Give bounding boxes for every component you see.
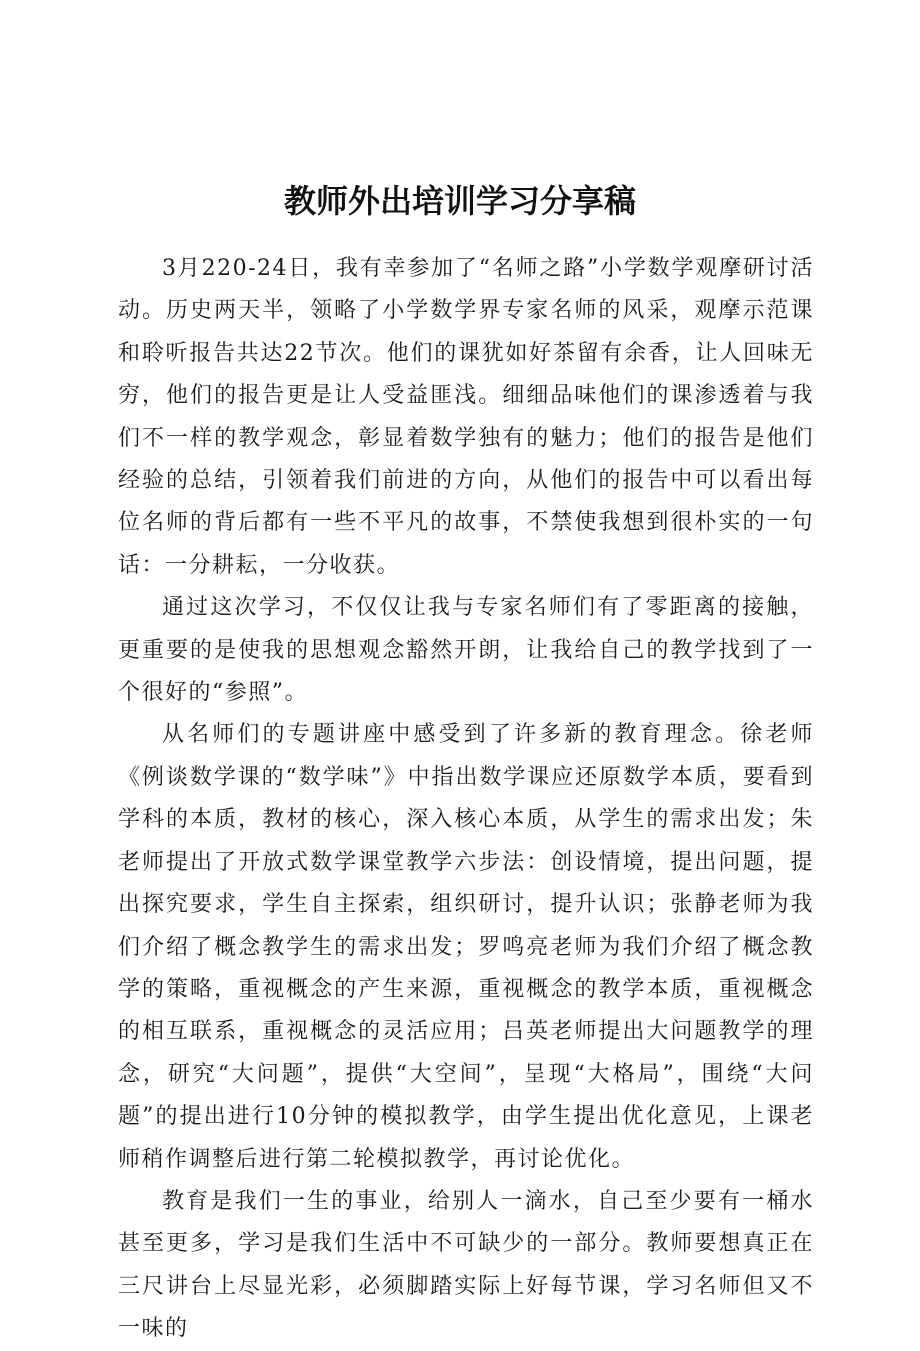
- paragraph-1: 3月220-24日，我有幸参加了“名师之路”小学数学观摩研讨活动。历史两天半，领略了小学数学界专家名师的风采，观摩示范课和聆听报告共达22节次。他们的课犹如好茶留有余香，让人回味无穷，他们的报告更是让人受益匪浅。细细品味他们的课渗透着与我们不一样的教学观念，彰显着数学独有的魅力；他们的报告是他们经验的总结，引领着我们前进的方向，从他们的报告中可以看出每位名师的背后都有一些不平凡的故事，不禁使我想到很朴实的一句话：一分耕耘，一分收获。: [118, 256, 814, 578]
- document-title: 教师外出培训学习分享稿: [283, 182, 636, 220]
- paragraph-2: 通过这次学习，不仅仅让我与专家名师们有了零距离的接触，更重要的是使我的思想观念豁然开朗，让我给自己的教学找到了一个很好的“参照”。: [118, 595, 814, 706]
- paragraph-3: 从名师们的专题讲座中感受到了许多新的教育理念。徐老师《例谈数学课的“数学味”》中指出数学课应还原数学本质，要看到学科的本质，教材的核心，深入核心本质，从学生的需求出发；朱老师提出了开放式数学课堂教学六步法：创设情境，提出问题，提出探究要求，学生自主探索，组织研讨，提升认识；张静老师为我们介绍了概念教学生的需求出发；罗鸣亮老师为我们介绍了概念教学的策略，重视概念的产生来源，重视概念的教学本质，重视概念的相互联系，重视概念的灵活应用；吕英老师提出大问题教学的理念，研究“大问题”，提供“大空间”，呈现“大格局”，围绕“大问题”的提出进行10分钟的模拟教学，由学生提出优化意见，上课老师稍作调整后进行第二轮模拟教学，再讨论优化。: [118, 722, 814, 1172]
- paragraph-4: 教育是我们一生的事业，给别人一滴水，自己至少要有一桶水甚至更多，学习是我们生活中不可缺少的一部分。教师要想真正在三尺讲台上尽显光彩，必须脚踏实际上好每节课，学习名师但又不一味的: [118, 1188, 814, 1342]
- document-body: [118, 248, 814, 1351]
